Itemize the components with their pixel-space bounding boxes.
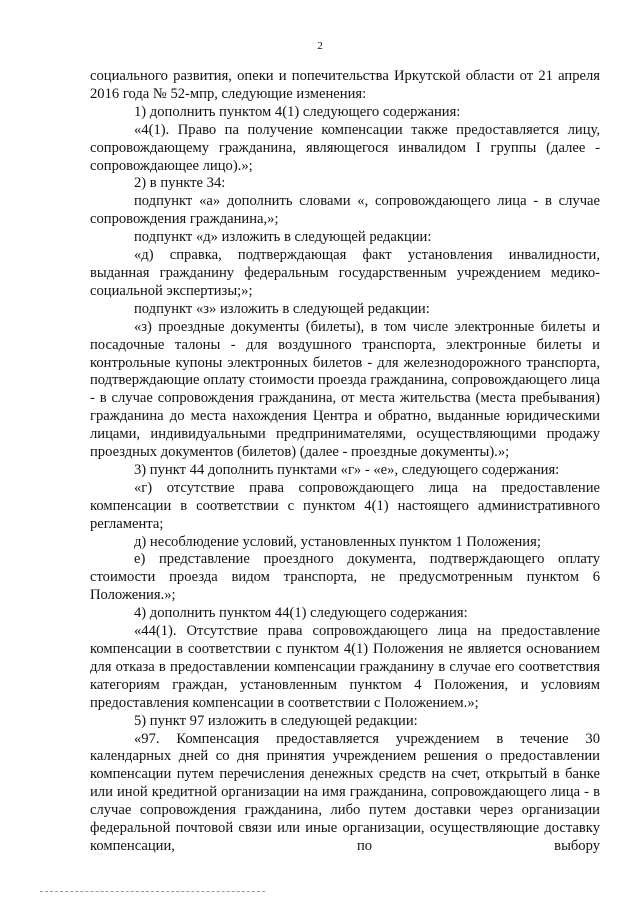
paragraph-item-1: 1) дополнить пунктом 4(1) следующего содержания: bbox=[134, 103, 461, 120]
paragraph-item-4: 4) дополнить пунктом 44(1) следующего содержания: bbox=[134, 605, 468, 622]
paragraph-subitem-d-intro: подпункт «д» изложить в следующей редакции: bbox=[134, 229, 432, 246]
paragraph-item-2: 2) в пункте 34: bbox=[134, 175, 226, 192]
paragraph-d-conditions: д) несоблюдение условий, установленных пунктом 1 Положения; bbox=[134, 533, 541, 550]
paragraph-quote-d: «д) справка, подтверждающая факт установления инвалидности, выданная гражданину федеральным государственным учреждением медико-социальной экспертизы;»; bbox=[90, 247, 600, 299]
paragraph-quote-4-1: «4(1). Право па получение компенсации также предоставляется лицу, сопровождающему гражданина, являющегося инвалидом I группы (далее - сопровождающее лицо).»; bbox=[90, 121, 600, 174]
paragraph-item-5: 5) пункт 97 изложить в следующей редакции: bbox=[134, 712, 418, 729]
paragraph-quote-97: «97. Компенсация предоставляется учреждением в течение 30 календарных дней со дня принятия учреждением решения о предоставлении компенсации путем перечисления денежных средств на счет, открытый в банке или иной кредитной организации на имя гражданина, сопровождающего лица - в случае сопровождения гражданина, либо путем доставки через организации федеральной почтовой связи или иные организации, осуществляющие доставку компенсации, по выбору bbox=[90, 730, 600, 854]
paragraph-e-travel-document: е) представление проездного документа, подтверждающего оплату стоимости проезда видом транспорта, не предусмотренным пунктом 6 Положения.»; bbox=[90, 551, 600, 604]
paragraph-intro-continuation: социального развития, опеки и попечительства Иркутской области от 21 апреля 2016 года № 52-мпр, следующие изменения: bbox=[90, 68, 600, 102]
paragraph-subitem-a: подпункт «а» дополнить словами «, сопровождающего лица - в случае сопровождения гражданина,»; bbox=[90, 193, 600, 228]
paragraph-quote-z: «з) проездные документы (билеты), в том числе электронные билеты и посадочные талоны - для воздушного транспорта, электронные билеты и контрольные купоны электронных билетов - для железнодорожного транспорта, подтверждающие оплату стоимости проезда гражданина, сопровождающего лица - в случае сопровождения гражданина, от места жительства (места пребывания) гражданина до места нахождения Центра и обратно, выданные юридическими лицами, индивидуальными предпринимателями, осуществляющими продажу проездных документов (билетов) (далее - проездные документы).»; bbox=[90, 318, 600, 461]
paragraph-quote-44-1: «44(1). Отсутствие права сопровождающего лица на предоставление компенсации в соответствии с пунктом 4(1) Положения не является основанием для отказа в предоставлении компенсации гражданину в случае его соответствия категориям граждан, установленным пунктом 4 Положения, и условиям предоставления компенсации в соответствии с Положением.»; bbox=[90, 623, 600, 711]
paragraph-item-3: 3) пункт 44 дополнить пунктами «г» - «е», следующего содержания: bbox=[134, 461, 560, 478]
page-number: 2 bbox=[317, 40, 323, 52]
bottom-divider bbox=[40, 891, 265, 892]
document-body bbox=[90, 68, 600, 856]
paragraph-subitem-z-intro: подпункт «з» изложить в следующей редакции: bbox=[134, 300, 430, 317]
paragraph-quote-g: «г) отсутствие права сопровождающего лица на предоставление компенсации в соответствии с пунктом 4(1) настоящего административного регламента; bbox=[90, 479, 600, 532]
